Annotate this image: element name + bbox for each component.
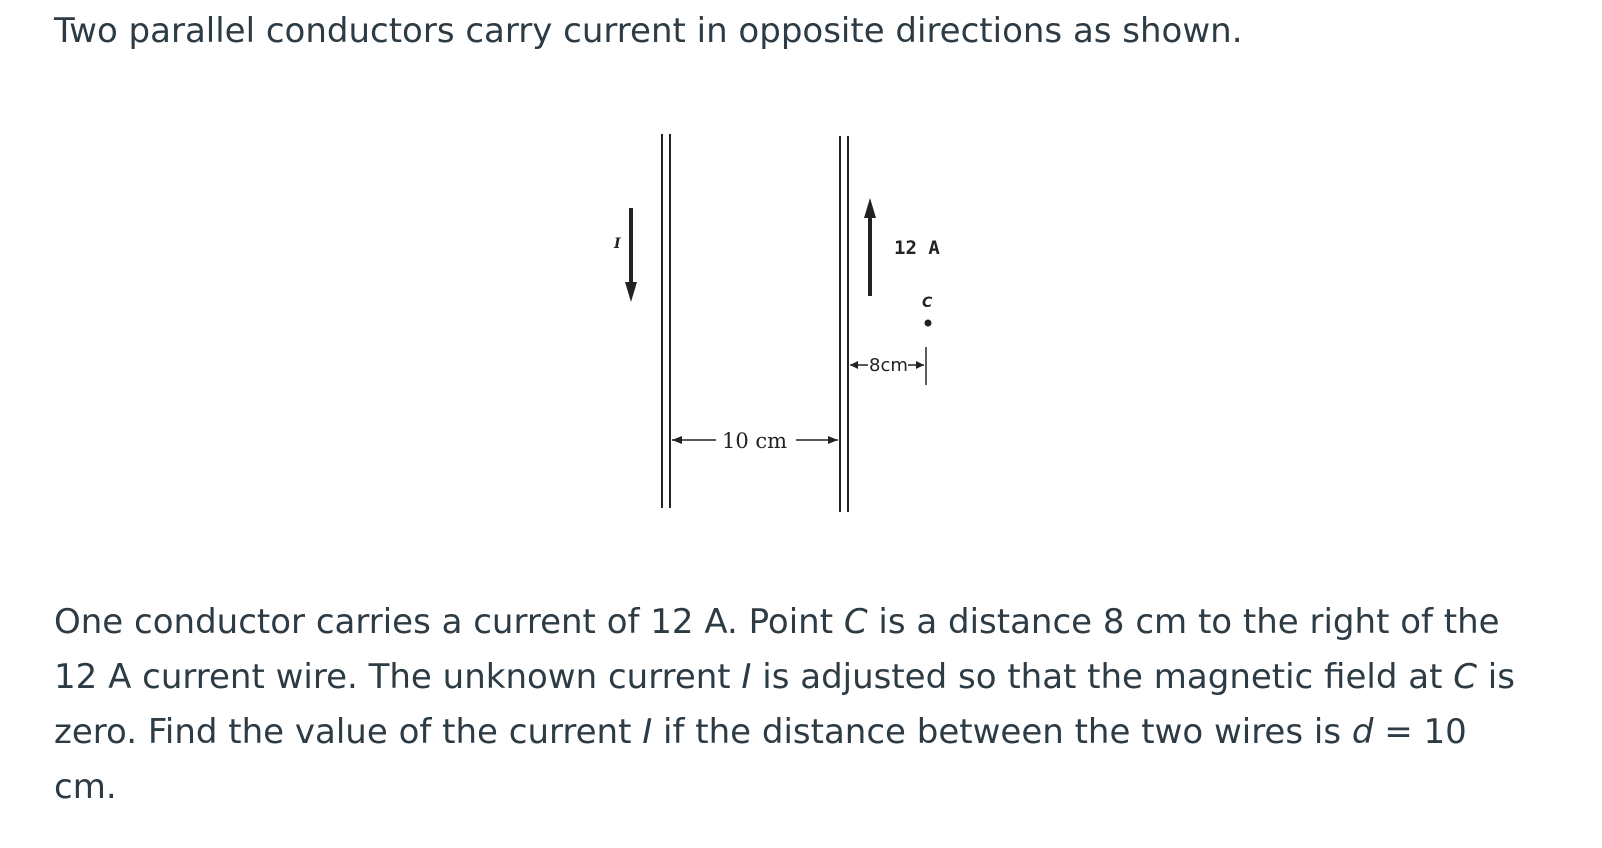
right-current-label: 12 A bbox=[894, 237, 940, 259]
question-part-6: = 10 cm. bbox=[54, 712, 1467, 807]
figure-svg bbox=[600, 120, 1020, 530]
point-label: C bbox=[922, 295, 933, 311]
left-wire bbox=[662, 134, 670, 508]
question-part-5: if the distance between the two wires is bbox=[652, 712, 1352, 752]
left-current-arrow-icon bbox=[625, 208, 637, 302]
point-c-var-2: C bbox=[1453, 657, 1477, 697]
current-i-var: I bbox=[741, 657, 752, 697]
right-wire bbox=[840, 136, 848, 512]
current-i-var-2: I bbox=[642, 712, 653, 752]
wire-separation-label: 10 cm bbox=[722, 429, 788, 453]
question-part-2: is a distance 8 cm to the right of the 12 A current wire. The unknown current bbox=[54, 602, 1500, 697]
question-text bbox=[54, 595, 1534, 815]
point-c-var: C bbox=[843, 602, 868, 642]
question-part-4: is zero. Find the value of the current bbox=[54, 657, 1515, 752]
parallel-conductors-figure bbox=[600, 120, 1020, 530]
question-part-1: One conductor carries a current of 12 A. Point bbox=[54, 602, 844, 642]
right-current-arrow-icon bbox=[864, 198, 876, 296]
point-distance-label: 8cm bbox=[869, 355, 908, 376]
question-part-3: is adjusted so that the magnetic field at bbox=[751, 657, 1454, 697]
point-c-dot bbox=[925, 320, 932, 327]
intro-text: Two parallel conductors carry current in opposite directions as shown. bbox=[54, 11, 1243, 51]
left-current-label: I bbox=[614, 236, 621, 252]
distance-d-var: d bbox=[1351, 712, 1374, 752]
